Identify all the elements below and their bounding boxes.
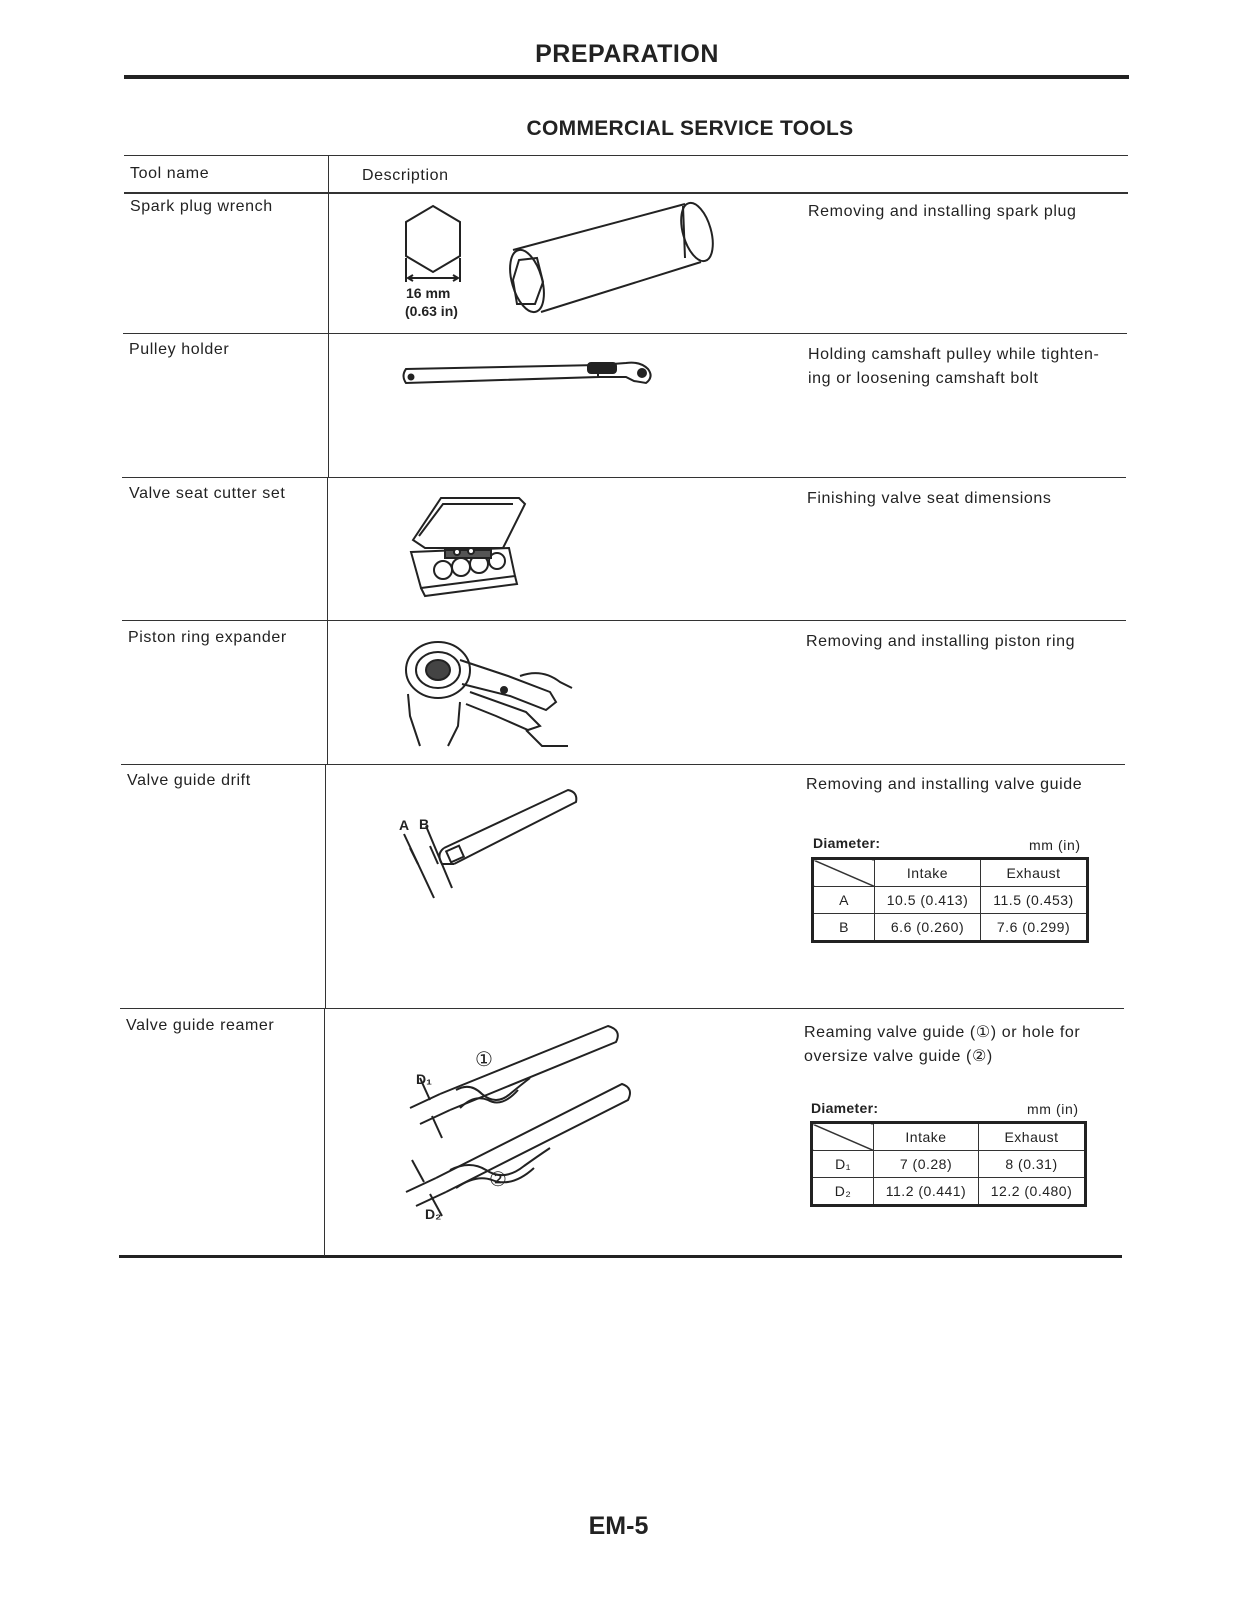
valve-seat-cutter-set-illustration bbox=[405, 492, 535, 604]
diameter-spec-table bbox=[810, 1121, 1087, 1207]
piston-ring-expander-illustration bbox=[400, 630, 580, 750]
spec-row-label: D₂ bbox=[812, 1178, 874, 1206]
spec-col-header: Exhaust bbox=[981, 859, 1088, 887]
spec-caption: Diameter: bbox=[811, 1100, 879, 1116]
dimension-mm: 16 mm bbox=[406, 285, 451, 301]
tool-description: Finishing valve seat dimensions bbox=[807, 490, 1052, 507]
row-divider bbox=[123, 333, 1127, 334]
tool-name: Valve guide reamer bbox=[126, 1017, 275, 1034]
spec-row-label: D₁ bbox=[812, 1151, 874, 1178]
callout-d1: D₁ bbox=[416, 1071, 432, 1087]
pulley-holder-illustration bbox=[398, 355, 660, 395]
spec-intake-value: 10.5 (0.413) bbox=[875, 887, 981, 914]
spec-corner-cell bbox=[812, 1123, 874, 1151]
title-rule bbox=[124, 75, 1129, 79]
row-divider bbox=[122, 477, 1126, 478]
tool-description: Removing and installing piston ring bbox=[806, 633, 1076, 650]
spec-unit: mm (in) bbox=[1029, 837, 1081, 853]
dimension-in: (0.63 in) bbox=[405, 303, 458, 319]
table-row bbox=[812, 1151, 1086, 1178]
page-title: PREPARATION bbox=[535, 40, 719, 68]
tool-description-line: Holding camshaft pulley while tighten- bbox=[808, 346, 1100, 363]
callout-a: A bbox=[399, 817, 410, 833]
callout-1: ① bbox=[475, 1049, 493, 1071]
header-tool-name: Tool name bbox=[130, 165, 210, 182]
page-number: EM-5 bbox=[588, 1512, 649, 1540]
row-divider bbox=[120, 1008, 1124, 1009]
valve-guide-reamer-illustration bbox=[400, 1020, 650, 1230]
row-divider bbox=[121, 764, 1125, 765]
tool-name: Spark plug wrench bbox=[130, 198, 273, 215]
valve-guide-drift-illustration bbox=[396, 788, 586, 900]
tool-name: Pulley holder bbox=[129, 341, 230, 358]
spec-unit: mm (in) bbox=[1027, 1101, 1079, 1117]
spec-col-header: Intake bbox=[875, 859, 981, 887]
header-description: Description bbox=[362, 167, 449, 184]
table-row bbox=[813, 914, 1088, 942]
spec-caption: Diameter: bbox=[813, 835, 881, 851]
tool-description: Removing and installing spark plug bbox=[808, 203, 1077, 220]
tool-description-line: Reaming valve guide (①) or hole for bbox=[804, 1024, 1081, 1041]
tool-description: Removing and installing valve guide bbox=[806, 776, 1083, 793]
spec-row-label: A bbox=[813, 887, 875, 914]
spec-intake-value: 7 (0.28) bbox=[874, 1151, 979, 1178]
callout-2: ② bbox=[489, 1169, 507, 1191]
spec-intake-value: 11.2 (0.441) bbox=[874, 1178, 979, 1206]
table-row bbox=[812, 1178, 1086, 1206]
spec-intake-value: 6.6 (0.260) bbox=[875, 914, 981, 942]
tool-name: Valve guide drift bbox=[127, 772, 251, 789]
table-row bbox=[813, 887, 1088, 914]
column-divider bbox=[327, 477, 328, 764]
spec-exhaust-value: 7.6 (0.299) bbox=[981, 914, 1088, 942]
spec-col-header: Exhaust bbox=[979, 1123, 1086, 1151]
callout-b: B bbox=[419, 816, 430, 832]
tool-name: Piston ring expander bbox=[128, 629, 287, 646]
spec-exhaust-value: 8 (0.31) bbox=[979, 1151, 1086, 1178]
spec-corner-cell bbox=[813, 859, 875, 887]
tool-description-line: ing or loosening camshaft bolt bbox=[808, 370, 1039, 387]
diameter-spec-table bbox=[811, 857, 1089, 943]
spec-row-label: B bbox=[813, 914, 875, 942]
section-title: COMMERCIAL SERVICE TOOLS bbox=[526, 117, 854, 140]
table-top-rule bbox=[124, 155, 1128, 156]
spec-exhaust-value: 11.5 (0.453) bbox=[981, 887, 1088, 914]
tool-description-line: oversize valve guide (②) bbox=[804, 1048, 993, 1065]
spec-col-header: Intake bbox=[874, 1123, 979, 1151]
table-bottom-rule bbox=[119, 1255, 1122, 1258]
column-divider bbox=[328, 155, 329, 477]
spec-exhaust-value: 12.2 (0.480) bbox=[979, 1178, 1086, 1206]
header-rule bbox=[124, 192, 1128, 194]
column-divider bbox=[324, 1008, 325, 1256]
tool-name: Valve seat cutter set bbox=[129, 485, 286, 502]
column-divider bbox=[325, 764, 326, 1008]
callout-d2: D₂ bbox=[425, 1206, 442, 1222]
row-divider bbox=[122, 620, 1126, 621]
